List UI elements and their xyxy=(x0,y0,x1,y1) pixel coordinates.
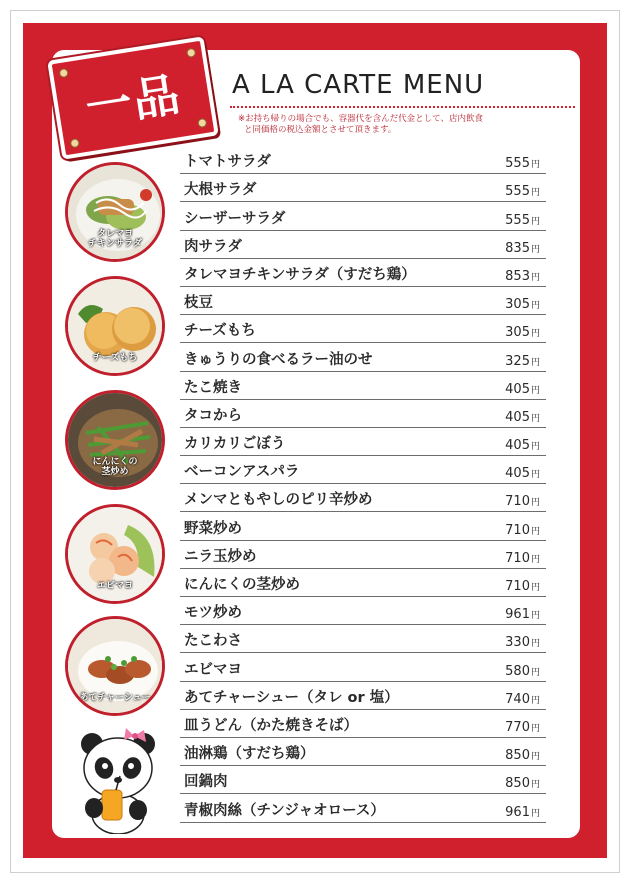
menu-item-row xyxy=(180,512,546,540)
menu-item-name: メンマともやしのピリ辛炒め xyxy=(184,492,373,509)
currency-unit: 円 xyxy=(530,667,540,678)
price-value: 405 xyxy=(505,409,530,425)
menu-item-name: たこ焼き xyxy=(184,379,242,396)
price-value: 740 xyxy=(505,691,530,707)
currency-unit: 円 xyxy=(530,188,540,199)
menu-item-list xyxy=(180,146,546,823)
currency-unit: 円 xyxy=(530,442,540,453)
currency-unit: 円 xyxy=(530,329,540,340)
price-value: 405 xyxy=(505,438,530,454)
photo-chicken-salad xyxy=(65,162,165,262)
menu-item-row xyxy=(180,287,546,315)
takeout-notice xyxy=(238,114,548,136)
photo-caption: あてチャーシュー xyxy=(79,693,151,703)
currency-unit: 円 xyxy=(530,808,540,819)
menu-item-name: エビマヨ xyxy=(184,661,242,678)
menu-item-name: タレマヨチキンサラダ（すだち鶏） xyxy=(184,266,416,283)
menu-item-price xyxy=(505,523,546,538)
menu-item-price xyxy=(505,748,546,763)
price-value: 710 xyxy=(505,494,530,510)
rivet-icon xyxy=(197,118,207,128)
price-value: 555 xyxy=(505,156,530,172)
currency-unit: 円 xyxy=(530,244,540,255)
price-value: 555 xyxy=(505,184,530,200)
photo-caption: チーズもち xyxy=(92,353,138,363)
menu-item-price xyxy=(505,579,546,594)
menu-item-name: 肉サラダ xyxy=(184,238,242,255)
menu-item-name: ニラ玉炒め xyxy=(184,548,257,565)
menu-item-name: タコから xyxy=(184,407,242,424)
price-value: 405 xyxy=(505,466,530,482)
photo-caption xyxy=(68,457,162,477)
currency-unit: 円 xyxy=(530,780,540,791)
currency-unit: 円 xyxy=(530,611,540,622)
price-value: 405 xyxy=(505,381,530,397)
menu-item-row xyxy=(180,343,546,371)
menu-item-name: たこわさ xyxy=(184,633,242,650)
price-value: 330 xyxy=(505,635,530,651)
price-value: 961 xyxy=(505,607,530,623)
menu-item-price xyxy=(505,664,546,679)
menu-item-price xyxy=(505,438,546,453)
menu-item-row xyxy=(180,710,546,738)
menu-item-price xyxy=(505,241,546,256)
caption-line: チキンサラダ xyxy=(88,239,142,249)
photo-garlic-stem xyxy=(65,390,165,490)
price-value: 835 xyxy=(505,240,530,256)
currency-unit: 円 xyxy=(530,526,540,537)
price-value: 555 xyxy=(505,212,530,228)
menu-item-price xyxy=(505,466,546,481)
menu-item-name: きゅうりの食べるラー油のせ xyxy=(184,351,373,368)
panda-mascot-icon xyxy=(74,728,160,834)
menu-item-name: にんにくの茎炒め xyxy=(184,577,300,593)
photo-caption: エビマヨ xyxy=(96,581,133,591)
menu-item-row xyxy=(180,625,546,653)
photo-cheese-mochi xyxy=(65,276,165,376)
menu-item-row xyxy=(180,456,546,484)
currency-unit: 円 xyxy=(530,357,540,368)
menu-item-name: あてチャーシュー（タレ or 塩） xyxy=(184,689,399,706)
price-value: 710 xyxy=(505,579,530,594)
menu-item-row xyxy=(180,597,546,625)
price-value: 961 xyxy=(505,804,530,820)
menu-title: A LA CARTE MENU xyxy=(232,70,485,100)
caption-line: にんにくの xyxy=(92,457,138,467)
menu-item-name: 大根サラダ xyxy=(184,182,257,199)
menu-item-price xyxy=(505,354,546,369)
menu-item-row xyxy=(180,794,546,822)
menu-item-name: 油淋鶏（すだち鶏） xyxy=(184,746,315,763)
menu-item-price xyxy=(505,607,546,622)
price-value: 305 xyxy=(505,297,530,313)
menu-item-name: ベーコンアスパラ xyxy=(184,464,300,481)
price-value: 850 xyxy=(505,776,530,792)
price-value: 305 xyxy=(505,325,530,341)
menu-item-price xyxy=(505,635,546,650)
menu-item-row xyxy=(180,315,546,343)
currency-unit: 円 xyxy=(530,272,540,283)
currency-unit: 円 xyxy=(530,695,540,706)
menu-item-row xyxy=(180,541,546,569)
menu-item-name: 野菜炒め xyxy=(184,520,242,537)
menu-item-row xyxy=(180,738,546,766)
menu-item-price xyxy=(505,805,546,820)
photo-ate-chashu xyxy=(65,616,165,716)
price-value: 325 xyxy=(505,353,530,369)
currency-unit: 円 xyxy=(530,216,540,227)
menu-item-row xyxy=(180,259,546,287)
menu-item-price xyxy=(505,213,546,228)
menu-item-row xyxy=(180,400,546,428)
menu-item-price xyxy=(505,692,546,707)
menu-item-row xyxy=(180,174,546,202)
menu-item-price xyxy=(505,494,546,509)
menu-item-price xyxy=(505,184,546,199)
menu-item-name: 回鍋肉 xyxy=(184,774,228,791)
menu-item-row xyxy=(180,766,546,794)
menu-item-name: 皿うどん（かた焼きそば） xyxy=(184,717,358,734)
price-value: 853 xyxy=(505,268,530,284)
currency-unit: 円 xyxy=(530,554,540,565)
menu-item-price xyxy=(505,325,546,340)
caption-line: 茎炒め xyxy=(101,467,129,477)
menu-item-name: トマトサラダ xyxy=(184,154,271,171)
menu-item-row xyxy=(180,231,546,259)
price-value: 710 xyxy=(505,550,530,566)
badge-text: 一品 xyxy=(81,66,186,136)
menu-item-price xyxy=(505,720,546,735)
menu-item-price xyxy=(505,156,546,171)
currency-unit: 円 xyxy=(530,723,540,734)
currency-unit: 円 xyxy=(530,498,540,509)
rivet-icon xyxy=(70,138,80,148)
currency-unit: 円 xyxy=(530,752,540,763)
menu-item-price xyxy=(505,269,546,284)
menu-item-name: シーザーサラダ xyxy=(184,210,286,227)
menu-item-row xyxy=(180,428,546,456)
currency-unit: 円 xyxy=(530,639,540,650)
menu-item-row xyxy=(180,202,546,230)
currency-unit: 円 xyxy=(530,413,540,424)
menu-item-name: カリカリごぼう xyxy=(184,436,286,453)
menu-item-row xyxy=(180,653,546,681)
rivet-icon xyxy=(186,48,196,58)
notice-line: と同価格の税込金額とさせて頂きます。 xyxy=(244,125,397,135)
price-value: 770 xyxy=(505,719,530,735)
photo-caption xyxy=(68,229,162,249)
menu-item-row xyxy=(180,682,546,710)
menu-item-name: チーズもち xyxy=(184,323,256,340)
currency-unit: 円 xyxy=(530,583,540,593)
menu-item-row xyxy=(180,372,546,400)
menu-item-price xyxy=(505,382,546,397)
currency-unit: 円 xyxy=(530,385,540,396)
notice-line: ※お持ち帰りの場合でも、容器代を含んだ代金として、店内飲食 xyxy=(238,114,483,124)
menu-item-price xyxy=(505,776,546,791)
menu-item-name: モツ炒め xyxy=(184,605,242,622)
menu-item-row xyxy=(180,484,546,512)
price-value: 580 xyxy=(505,663,530,679)
menu-item-price xyxy=(505,297,546,312)
menu-item-name: 青椒肉絲（チンジャオロース） xyxy=(184,802,385,819)
currency-unit: 円 xyxy=(530,470,540,481)
menu-item-row xyxy=(180,569,546,597)
photo-ebi-mayo xyxy=(65,504,165,604)
menu-item-name: 枝豆 xyxy=(184,295,213,312)
caption-line: タレマヨ xyxy=(96,229,133,239)
price-value: 850 xyxy=(505,748,530,764)
currency-unit: 円 xyxy=(530,160,540,171)
title-divider xyxy=(230,106,575,108)
currency-unit: 円 xyxy=(530,301,540,312)
menu-item-price xyxy=(505,410,546,425)
rivet-icon xyxy=(59,68,69,78)
price-value: 710 xyxy=(505,522,530,538)
menu-item-price xyxy=(505,551,546,566)
menu-item-row xyxy=(180,146,546,174)
